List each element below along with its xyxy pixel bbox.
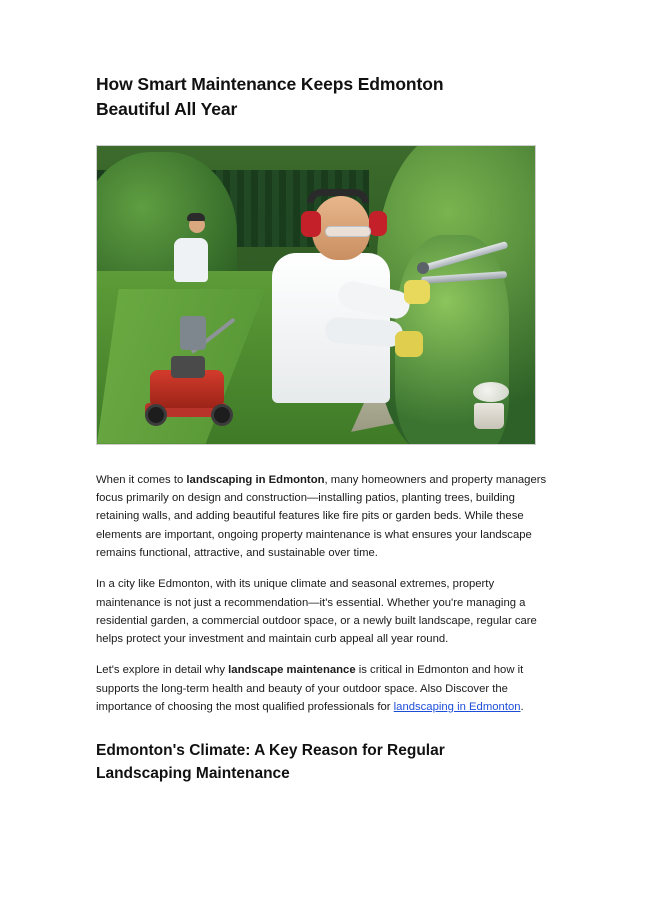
background-worker-cap bbox=[187, 213, 205, 221]
garden-scene-illustration bbox=[97, 146, 535, 444]
text-run: In a city like Edmonton, with its unique climate and seasonal extremes, property maintenance is not just a recommendation—it's essential. Whether you're managing a residential garden, a commercial outdoor space, or a newly built landscape, regular care helps protect your investment and maintain curb appeal all year round. bbox=[96, 578, 537, 646]
mower-engine bbox=[171, 356, 205, 378]
text-run: . bbox=[520, 701, 524, 714]
flower-bloom bbox=[473, 382, 509, 402]
ear-defender-left bbox=[301, 211, 321, 237]
paragraph-2 bbox=[96, 575, 554, 648]
foreground-worker-arm-lower bbox=[324, 316, 404, 347]
text-run: When it comes to bbox=[96, 473, 187, 486]
work-glove-lower bbox=[395, 331, 423, 357]
section-heading: Edmonton's Climate: A Key Reason for Regular Landscaping Maintenance bbox=[96, 742, 445, 782]
ear-defender-right bbox=[369, 211, 387, 236]
safety-glasses bbox=[325, 226, 371, 237]
flower-pot bbox=[474, 403, 504, 429]
text-run: is critical in Edmonton and how it supports the long-term health and beauty of your outdoor space. Also Discover the importance of choosing the most qualified professionals for bbox=[96, 664, 524, 714]
background-worker-legs bbox=[180, 316, 206, 350]
work-glove-upper bbox=[404, 280, 430, 304]
page-title: How Smart Maintenance Keeps Edmonton Beautiful All Year bbox=[96, 74, 444, 120]
text-run: Let's explore in detail why bbox=[96, 664, 229, 677]
background-worker-body bbox=[174, 238, 208, 282]
ear-defender-band bbox=[307, 189, 369, 203]
text-run: , many homeowners and property managers focus primarily on design and construction—installing patios, planting trees, building retaining walls, and adding beautiful features like fire pits or garden beds. While these elements are important, ongoing property maintenance is what ensures your landscape remains functional, attractive, and sustainable over time. bbox=[96, 473, 547, 559]
mower-wheel-front bbox=[145, 404, 167, 426]
bold-run: landscaping in Edmonton bbox=[186, 473, 325, 486]
paragraph-3 bbox=[96, 661, 554, 716]
inline-link[interactable]: landscaping in Edmonton bbox=[393, 701, 521, 714]
paragraph-1 bbox=[96, 471, 554, 562]
hedge-shear-pivot bbox=[417, 262, 429, 274]
hero-image bbox=[96, 145, 536, 445]
mower-wheel-rear bbox=[211, 404, 233, 426]
bold-run: landscape maintenance bbox=[228, 664, 356, 677]
